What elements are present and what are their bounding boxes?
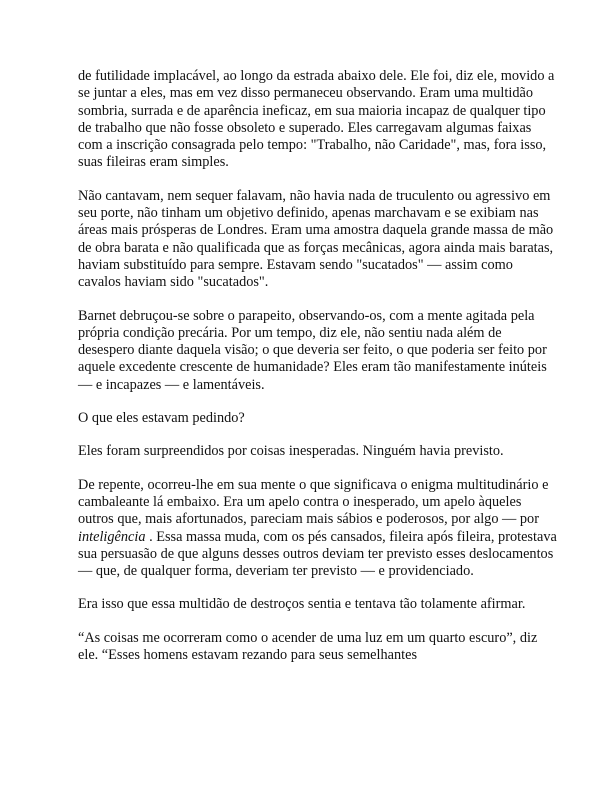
paragraph-5: Eles foram surpreendidos por coisas inesperadas. Ninguém havia previsto. [78,443,504,460]
paragraph-6-text-before: De repente, ocorreu-lhe em sua mente o que significava o enigma multitudinário e cambaleante lá embaixo. Era um apelo contra o inesperado, um apelo àqueles outros que, mais afortunados, pareciam mais sábios e poderosos, por algo — por [78,476,549,528]
emphasis-inteligencia: inteligência [78,528,146,545]
paragraph-4: O que eles estavam pedindo? [78,410,245,427]
paragraph-6-text-after: . Essa massa muda, com os pés cansados, fileira após fileira, protestava sua persuasão de que alguns desses outros deviam ter previsto esses deslocamentos — que, de qualquer forma, deveriam ter previsto — e providenciado. [78,528,557,580]
paragraph-6 [78,477,558,581]
paragraph-3: Barnet debruçou-se sobre o parapeito, observando-os, com a mente agitada pela própria condição precária. Por um tempo, diz ele, não sentiu nada além de desespero diante daquela visão; o que deveria ser feito, o que poderia ser feito por aquele excedente crescente de humanidade? Eles eram tão manifestamente inúteis — e incapazes — e lamentáveis. [78,307,547,393]
paragraph-1: de futilidade implacável, ao longo da estrada abaixo dele. Ele foi, diz ele, movido a se juntar a eles, mas em vez disso permaneceu observando. Eram uma multidão sombria, surrada e de aparência ineficaz, em sua maioria incapaz de qualquer tipo de trabalho que não fosse obsoleto e superado. Eles carregavam algumas faixas com a inscrição consagrada pelo tempo: "Trabalho, não Caridade", mas, fora isso, suas fileiras eram simples. [78,68,555,171]
paragraph-2: Não cantavam, nem sequer falavam, não havia nada de truculento ou agressivo em seu porte, não tinham um objetivo definido, apenas marchavam e se exibiam nas áreas mais prósperas de Londres. Eram uma amostra daquela grande massa de mão de obra barata e não qualificada que as forças mecânicas, agora ainda mais baratas, haviam substituído para sempre. Estavam sendo "sucatados" — assim como cavalos haviam sido "sucatados". [78,187,554,291]
document-page [78,68,558,680]
paragraph-8: “As coisas me ocorreram como o acender de uma luz em um quarto escuro”, diz ele. “Esses homens estavam rezando para seus semelhantes [78,629,538,664]
paragraph-7: Era isso que essa multidão de destroços sentia e tentava tão tolamente afirmar. [78,596,526,613]
